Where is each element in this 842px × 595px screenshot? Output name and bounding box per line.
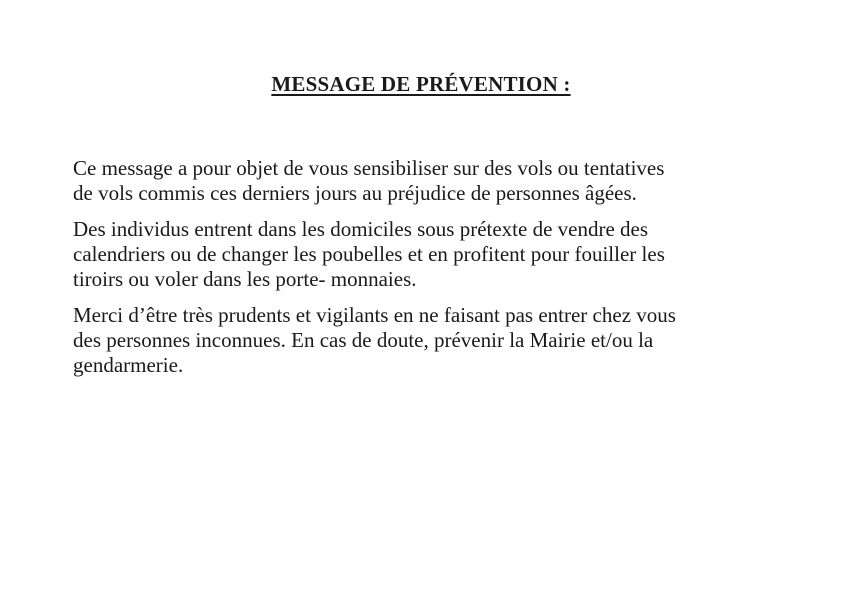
paragraph-2 — [73, 217, 773, 292]
paragraph-line: de vols commis ces derniers jours au préjudice de personnes âgées. — [73, 181, 637, 205]
paragraph-line: des personnes inconnues. En cas de doute, prévenir la Mairie et/ou la — [73, 328, 654, 352]
paragraph-line: tiroirs ou voler dans les porte- monnaies. — [73, 267, 417, 291]
paragraph-line: Merci d’être très prudents et vigilants en ne faisant pas entrer chez vous — [73, 303, 676, 327]
document-title: MESSAGE DE PRÉVENTION : — [271, 72, 571, 96]
document-body — [73, 156, 773, 389]
paragraph-line: calendriers ou de changer les poubelles et en profitent pour fouiller les — [73, 242, 665, 266]
paragraph-1 — [73, 156, 773, 206]
paragraph-line: gendarmerie. — [73, 353, 184, 377]
paragraph-line: Des individus entrent dans les domiciles sous prétexte de vendre des — [73, 217, 649, 241]
paragraph-line: Ce message a pour objet de vous sensibiliser sur des vols ou tentatives — [73, 156, 665, 180]
paragraph-3 — [73, 303, 773, 378]
